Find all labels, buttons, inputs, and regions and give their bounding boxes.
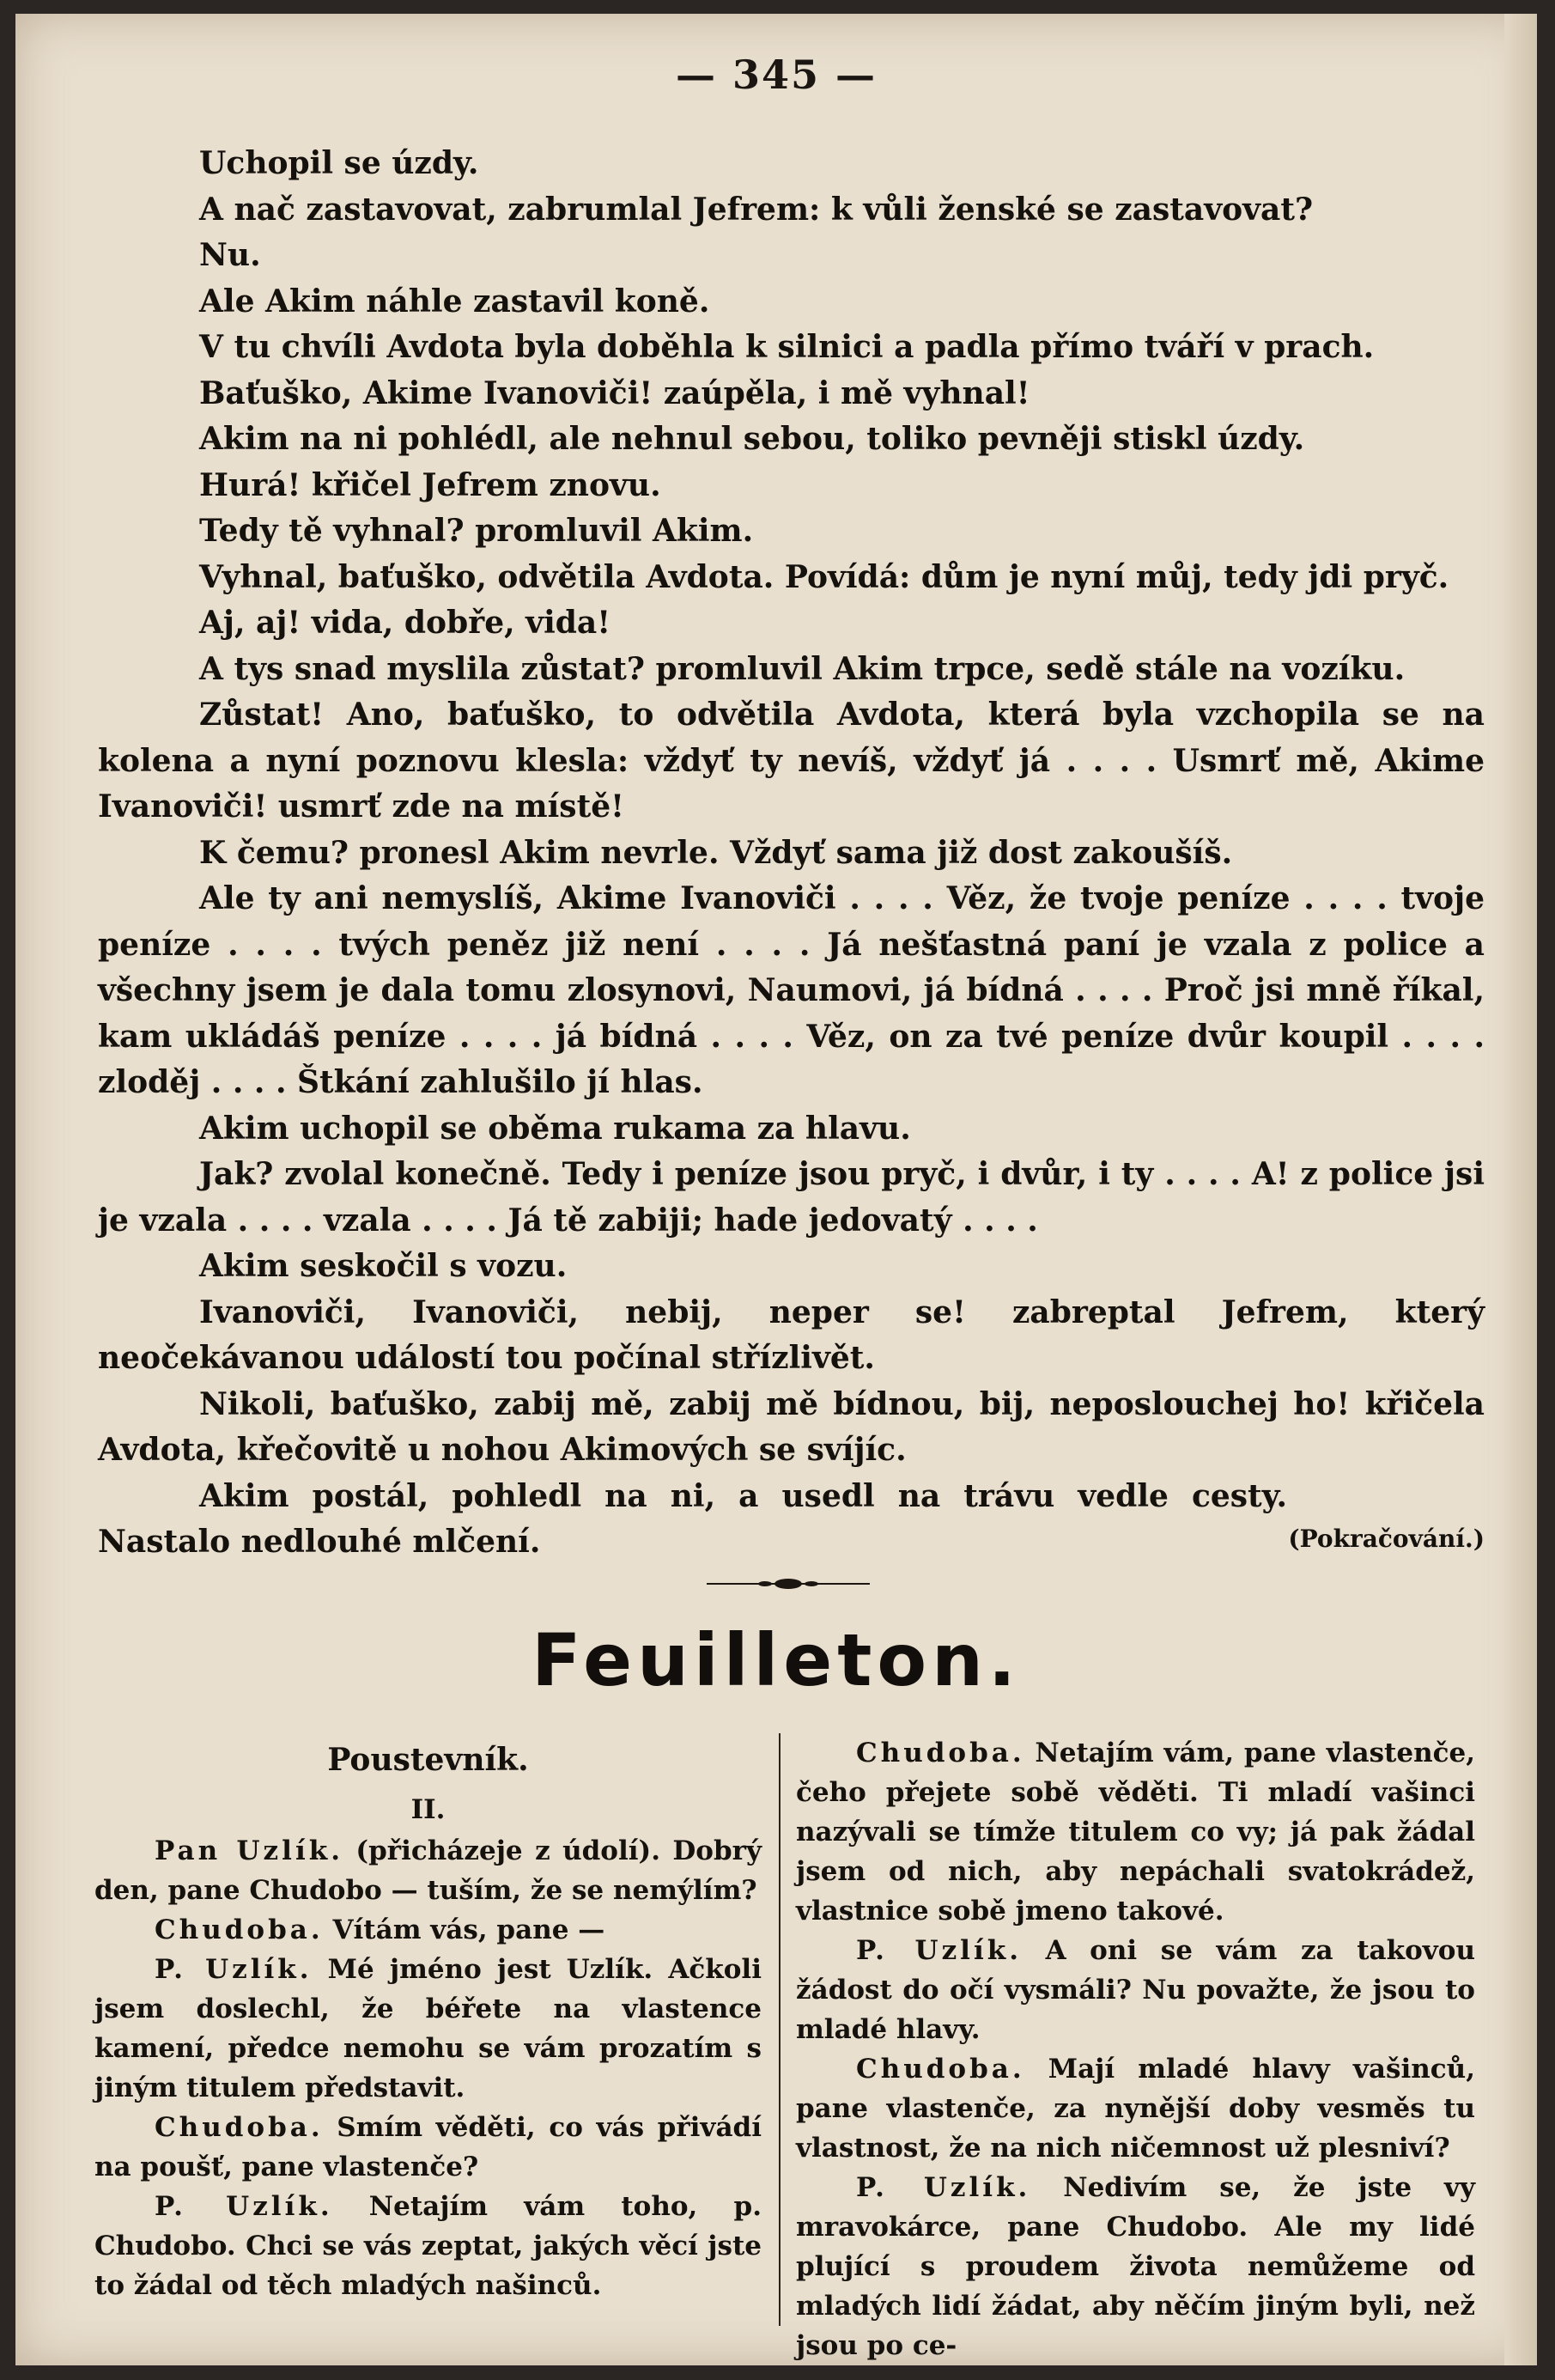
story-paragraph: Ivanoviči, Ivanoviči, nebij, neper se! zabreptal Jefrem, který neočekávanou událostí tou počínal střízlivět. (98, 1293, 1485, 1376)
story-paragraph: Hurá! křičel Jefrem znovu. (199, 466, 661, 503)
speaker-name: P. Uzlík. (155, 1954, 313, 1985)
speaker-name: Chudoba. (856, 2054, 1025, 2085)
feuilleton-left-column (94, 1738, 762, 2305)
dialogue-text: Netajím vám, pane vlastenče, čeho přejete sobě věděti. Ti mladí vašinci nazývali se tímže titulem co vy; já pak žádal jsem od nich, aby nepáchali svatokrádež, vlastnice sobě jmeno takové. (796, 1738, 1475, 1927)
part-number: II. (410, 1794, 446, 1825)
dialogue-text: Vítám vás, pane — (323, 1914, 605, 1945)
feuilleton-right-column (796, 1733, 1475, 2365)
dialogue-line (94, 1831, 762, 1910)
last-paragraph-row (98, 1474, 1485, 1566)
story-paragraph: Jak? zvolal konečně. Tedy i peníze jsou pryč, i dvůr, i ty . . . . A! z police jsi je vzala . . . . vzala . . . . Já tě zabiji; hade jedovatý . . . . (98, 1156, 1485, 1239)
story-paragraph: Akim postál, pohledl na ni, a usedl na trávu vedle cesty. Nastalo nedlouhé mlčení. (98, 1477, 1287, 1560)
speaker-name: Chudoba. (155, 1914, 324, 1945)
story-paragraph: Tedy tě vyhnal? promluvil Akim. (199, 513, 754, 549)
dialogue-text: (přicházeje z údolí). Dobrý den, pane Chudobo — tuším, že se nemýlím? (94, 1835, 762, 1906)
story-paragraph: Nikoli, baťuško, zabij mě, zabij mě bídnou, bij, neposlouchej ho! křičela Avdota, křečovitě u nohou Akimových se svíjíc. (98, 1385, 1485, 1468)
section-divider-ornament (707, 1578, 870, 1590)
dialogue-line (796, 2168, 1475, 2365)
speaker-name: P. Uzlík. (856, 1935, 1022, 1966)
story-paragraph: Ale Akim náhle zastavil koně. (199, 283, 710, 320)
story-paragraph: V tu chvíli Avdota byla doběhla k silnici a padla přímo tváří v prach. (199, 329, 1375, 365)
newspaper-page (15, 14, 1537, 2365)
dialogue-text: Smím věděti, co vás přivádí na poušť, pane vlastenče? (94, 2112, 762, 2182)
serial-story (98, 141, 1485, 1566)
story-paragraph: Baťuško, Akime Ivanoviči! zaúpěla, i mě vyhnal! (199, 374, 1030, 411)
dialogue-line (796, 1931, 1475, 2049)
dialogue-text: Mají mladé hlavy vašinců, pane vlastenče, za nynější doby vesměs tu vlastnost, že na nich ničemnost už plesniví? (796, 2054, 1475, 2164)
dialogue-line (94, 1910, 762, 1950)
story-paragraph: Akim uchopil se oběma rukama za hlavu. (199, 1110, 911, 1147)
story-paragraph: Vyhnal, baťuško, odvětila Avdota. Povídá: dům je nyní můj, tedy jdi pryč. (199, 558, 1449, 595)
dialogue-line (94, 2187, 762, 2305)
to-be-continued-note: (Pokračování.) (1288, 1525, 1485, 1553)
piece-title: Poustevník. (327, 1742, 529, 1778)
story-paragraph: A nač zastavovat, zabrumlal Jefrem: k vůli ženské se zastavovat? (199, 191, 1314, 228)
page-edge-shadow (1504, 14, 1537, 2365)
dialogue-line (796, 1733, 1475, 1931)
story-paragraph: Uchopil se úzdy. (199, 145, 479, 181)
page-number: — 345 — (675, 52, 878, 98)
story-paragraph: Nu. (199, 237, 261, 273)
feuilleton-heading: Feuilleton. (531, 1618, 1021, 1702)
story-paragraph: Akim seskočil s vozu. (199, 1248, 568, 1284)
dialogue-text: Nedivím se, že jste vy mravokárce, pane Chudobo. Ale my lidé plující s proudem života nemůžeme od mladých lidí žádat, aby něčím jiným byli, než jsou po ce- (796, 2172, 1475, 2361)
speaker-name: Chudoba. (155, 2112, 324, 2143)
speaker-name: Chudoba. (856, 1738, 1025, 1768)
story-paragraph: Akim na ni pohlédl, ale nehnul sebou, toliko pevněji stiskl úzdy. (199, 421, 1305, 457)
dialogue-line (94, 2108, 762, 2187)
dialogue-text: Netajím vám toho, p. Chudobo. Chci se vás zeptat, jakých věcí jste to žádal od těch mladých našinců. (94, 2191, 762, 2301)
column-divider (779, 1733, 781, 2326)
story-paragraph: Ale ty ani nemyslíš, Akime Ivanoviči . . . . Věz, že tvoje peníze . . . . tvoje peníze . . . . tvých peněz již není . . . . Já nešťastná paní je vzala z police a všechny jsem je dala tomu zlosynovi, Naumovi, já bídná . . . . Proč jsi mně říkal, kam ukládáš peníze . . . . já bídná . . . . Věz, on za tvé peníze dvůr koupil . . . . zloděj . . . . Štkání zahlušilo jí hlas. (98, 880, 1485, 1100)
speaker-name: P. Uzlík. (856, 2172, 1031, 2203)
story-paragraph: Aj, aj! vida, dobře, vida! (199, 605, 611, 641)
dialogue-line (796, 2049, 1475, 2168)
story-paragraph: Zůstat! Ano, baťuško, to odvětila Avdota, která byla vzchopila se na kolena a nyní poznovu klesla: vždyť ty nevíš, vždyť já . . . . Usmrť mě, Akime Ivanoviči! usmrť zde na místě! (98, 697, 1485, 825)
story-paragraph: K čemu? pronesl Akim nevrle. Vždyť sama již dost zakoušíš. (199, 834, 1233, 871)
story-paragraph: A tys snad myslila zůstat? promluvil Akim trpce, sedě stále na vozíku. (199, 650, 1406, 687)
dialogue-line (94, 1950, 762, 2108)
dialogue-text: Mé jméno jest Uzlík. Ačkoli jsem doslechl, že béřete na vlastence kamení, předce nemohu se vám prozatím s jiným titulem představit. (94, 1954, 762, 2103)
speaker-name: Pan Uzlík. (155, 1835, 343, 1866)
speaker-name: P. Uzlík. (155, 2191, 333, 2222)
dialogue-text: A oni se vám za takovou žádost do očí vysmáli? Nu považte, že jsou to mladé hlavy. (796, 1935, 1475, 2045)
